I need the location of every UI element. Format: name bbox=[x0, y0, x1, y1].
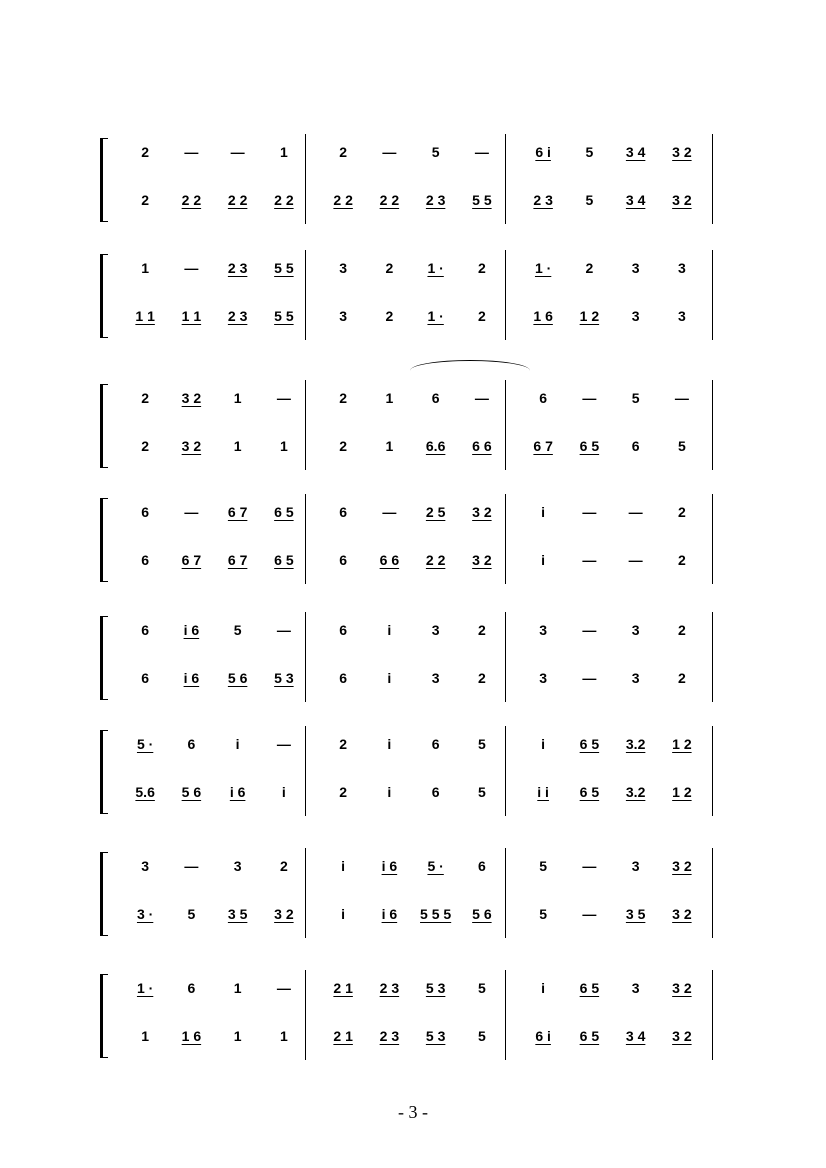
note-beat: 3 bbox=[233, 858, 242, 874]
system-bracket bbox=[100, 498, 108, 582]
note-beat: — bbox=[276, 622, 291, 638]
system-bracket bbox=[100, 138, 108, 222]
note-beat: 6 5 bbox=[579, 980, 600, 996]
system-bracket bbox=[100, 852, 108, 936]
note-beat: 2 bbox=[339, 784, 348, 800]
measure bbox=[520, 856, 705, 880]
note-beat: 2 bbox=[477, 308, 486, 324]
note-beat: 3 bbox=[339, 308, 348, 324]
note-beat: 5 6 bbox=[181, 784, 202, 800]
note-beat: — bbox=[230, 144, 245, 160]
note-beat: i bbox=[341, 906, 346, 922]
note-beat: 2 bbox=[339, 438, 348, 454]
note-beat: 5 6 bbox=[227, 670, 248, 686]
note-beat: 2 bbox=[385, 260, 394, 276]
note-beat: 5 bbox=[477, 1028, 486, 1044]
barline bbox=[712, 612, 713, 702]
note-beat: 3 4 bbox=[625, 1028, 646, 1044]
note-beat: 1 bbox=[279, 144, 288, 160]
measure bbox=[320, 142, 505, 166]
note-beat: 2 bbox=[141, 438, 150, 454]
note-beat: 5 3 bbox=[425, 980, 446, 996]
barline bbox=[712, 250, 713, 340]
measure bbox=[520, 782, 705, 806]
note-beat: 3 4 bbox=[625, 192, 646, 208]
note-beat: 5 bbox=[477, 980, 486, 996]
lower-staff bbox=[122, 436, 712, 460]
upper-staff bbox=[122, 388, 712, 412]
note-beat: — bbox=[474, 144, 489, 160]
note-beat: 6 bbox=[431, 784, 440, 800]
note-beat: 3 bbox=[339, 260, 348, 276]
measure bbox=[122, 734, 307, 758]
measure bbox=[520, 904, 705, 928]
note-beat: 3 2 bbox=[472, 504, 492, 520]
note-beat: i bbox=[541, 736, 546, 752]
note-beat: 5 bbox=[539, 858, 548, 874]
note-beat: 6 bbox=[339, 670, 348, 686]
note-beat: 1 2 bbox=[672, 784, 692, 800]
note-beat: 3 2 bbox=[181, 390, 202, 406]
note-beat: 1 · bbox=[534, 260, 552, 276]
note-beat: 6 bbox=[141, 552, 150, 568]
note-beat: — bbox=[276, 736, 291, 752]
note-beat: 5 bbox=[677, 438, 686, 454]
measure bbox=[122, 142, 307, 166]
note-beat: — bbox=[582, 858, 597, 874]
upper-staff bbox=[122, 142, 712, 166]
note-beat: 5 bbox=[631, 390, 640, 406]
measure bbox=[520, 190, 705, 214]
note-beat: 1 1 bbox=[135, 308, 155, 324]
note-beat: 2 bbox=[477, 260, 486, 276]
note-beat: 3 bbox=[631, 670, 640, 686]
note-beat: 1 2 bbox=[579, 308, 600, 324]
note-beat: — bbox=[184, 260, 199, 276]
note-beat: 5 bbox=[187, 906, 196, 922]
note-beat: 2 bbox=[677, 504, 686, 520]
note-beat: 3 bbox=[539, 622, 548, 638]
measure bbox=[122, 856, 307, 880]
measure bbox=[122, 502, 307, 526]
note-beat: 3.2 bbox=[625, 736, 646, 752]
note-beat: — bbox=[184, 858, 199, 874]
note-beat: 6 6 bbox=[379, 552, 400, 568]
note-beat: 1 bbox=[385, 390, 394, 406]
note-beat: 6 bbox=[141, 670, 150, 686]
measure bbox=[122, 436, 307, 460]
note-beat: 3 2 bbox=[672, 192, 692, 208]
note-beat: 2 3 bbox=[379, 980, 400, 996]
measure bbox=[122, 978, 307, 1002]
system-bracket bbox=[100, 384, 108, 468]
note-beat: 3 2 bbox=[672, 144, 692, 160]
note-beat: 1 bbox=[279, 438, 288, 454]
measure bbox=[122, 668, 307, 692]
note-beat: 6 5 bbox=[579, 1028, 600, 1044]
note-beat: 2 bbox=[279, 858, 288, 874]
note-beat: 2 2 bbox=[425, 552, 446, 568]
note-beat: 5 bbox=[477, 784, 486, 800]
note-beat: i i bbox=[537, 784, 549, 800]
measure bbox=[122, 782, 307, 806]
note-beat: i bbox=[387, 736, 392, 752]
note-beat: 5 bbox=[585, 192, 594, 208]
note-beat: 2 2 bbox=[274, 192, 294, 208]
lower-staff bbox=[122, 306, 712, 330]
note-beat: 5 3 bbox=[274, 670, 294, 686]
note-beat: 3 bbox=[539, 670, 548, 686]
score-system bbox=[100, 138, 720, 228]
note-beat: 6 5 bbox=[579, 736, 600, 752]
note-beat: 1 2 bbox=[672, 736, 692, 752]
score-system bbox=[100, 384, 720, 474]
measure bbox=[320, 620, 505, 644]
note-beat: 3 bbox=[677, 308, 686, 324]
note-beat: i bbox=[387, 784, 392, 800]
page-number: - 3 - bbox=[398, 1102, 428, 1122]
note-beat: — bbox=[674, 390, 689, 406]
note-beat: 6 i bbox=[535, 1028, 551, 1044]
note-beat: 3 2 bbox=[181, 438, 202, 454]
note-beat: 2 3 bbox=[425, 192, 446, 208]
note-beat: 3 5 bbox=[625, 906, 646, 922]
note-beat: 5 bbox=[477, 736, 486, 752]
note-beat: 2 bbox=[385, 308, 394, 324]
note-beat: i bbox=[541, 504, 546, 520]
score-system bbox=[100, 616, 720, 706]
note-beat: i 6 bbox=[381, 858, 398, 874]
note-beat: — bbox=[582, 906, 597, 922]
measure bbox=[320, 668, 505, 692]
measure bbox=[520, 620, 705, 644]
note-beat: 1 bbox=[385, 438, 394, 454]
note-beat: — bbox=[582, 670, 597, 686]
note-beat: 3 2 bbox=[274, 906, 294, 922]
note-beat: i bbox=[341, 858, 346, 874]
note-beat: 6 bbox=[187, 736, 196, 752]
note-beat: 6 5 bbox=[579, 784, 600, 800]
measure bbox=[320, 550, 505, 574]
lower-staff bbox=[122, 190, 712, 214]
note-beat: 2 bbox=[339, 144, 348, 160]
note-beat: 2 bbox=[141, 144, 150, 160]
note-beat: i 6 bbox=[183, 670, 200, 686]
note-beat: 6 6 bbox=[472, 438, 492, 454]
note-beat: 3 bbox=[631, 980, 640, 996]
measure bbox=[520, 550, 705, 574]
measure bbox=[320, 502, 505, 526]
note-beat: 2 bbox=[677, 552, 686, 568]
note-beat: 2 bbox=[141, 192, 150, 208]
note-beat: 1 bbox=[141, 1028, 150, 1044]
lower-staff bbox=[122, 782, 712, 806]
measure bbox=[122, 620, 307, 644]
note-beat: 2 bbox=[141, 390, 150, 406]
note-beat: 3 bbox=[141, 858, 150, 874]
note-beat: 2 bbox=[339, 736, 348, 752]
note-beat: 6 bbox=[477, 858, 486, 874]
note-beat: i 6 bbox=[229, 784, 246, 800]
note-beat: 5 bbox=[233, 622, 242, 638]
upper-staff bbox=[122, 502, 712, 526]
note-beat: 1 bbox=[141, 260, 150, 276]
system-bracket bbox=[100, 974, 108, 1058]
note-beat: 2 3 bbox=[533, 192, 553, 208]
note-beat: 6 bbox=[339, 622, 348, 638]
measure bbox=[122, 190, 307, 214]
note-beat: 3 bbox=[631, 260, 640, 276]
note-beat: 6 bbox=[339, 504, 348, 520]
note-beat: — bbox=[382, 144, 397, 160]
score-system bbox=[100, 254, 720, 344]
measure bbox=[320, 856, 505, 880]
note-beat: 1 bbox=[233, 390, 242, 406]
note-beat: 3 · bbox=[136, 906, 154, 922]
note-beat: 6.6 bbox=[425, 438, 446, 454]
measure bbox=[520, 668, 705, 692]
note-beat: 5 · bbox=[427, 858, 444, 874]
note-beat: 2 bbox=[677, 670, 686, 686]
barline bbox=[712, 494, 713, 584]
note-beat: 5 3 bbox=[425, 1028, 446, 1044]
note-beat: 3 bbox=[631, 858, 640, 874]
note-beat: 5 5 bbox=[472, 192, 492, 208]
note-beat: 2 2 bbox=[333, 192, 353, 208]
note-beat: — bbox=[474, 390, 489, 406]
barline bbox=[712, 848, 713, 938]
note-beat: 3 2 bbox=[472, 552, 492, 568]
measure bbox=[520, 734, 705, 758]
measure bbox=[320, 734, 505, 758]
measure bbox=[520, 978, 705, 1002]
upper-staff bbox=[122, 258, 712, 282]
note-beat: 3 2 bbox=[672, 980, 692, 996]
measure bbox=[122, 904, 307, 928]
note-beat: 1 · bbox=[427, 260, 444, 276]
note-beat: 5 bbox=[431, 144, 440, 160]
note-beat: 6 bbox=[187, 980, 196, 996]
note-beat: 6 bbox=[631, 438, 640, 454]
system-bracket bbox=[100, 730, 108, 814]
note-beat: 6 7 bbox=[533, 438, 553, 454]
note-beat: 6 bbox=[141, 504, 150, 520]
note-beat: — bbox=[628, 552, 643, 568]
measure bbox=[320, 388, 505, 412]
lower-staff bbox=[122, 1026, 712, 1050]
note-beat: 6 bbox=[431, 736, 440, 752]
note-beat: 5 5 5 bbox=[420, 906, 452, 922]
measure bbox=[122, 1026, 307, 1050]
measure bbox=[520, 258, 705, 282]
note-beat: 5 6 bbox=[472, 906, 492, 922]
note-beat: 6 5 bbox=[579, 438, 600, 454]
note-beat: i bbox=[235, 736, 240, 752]
note-beat: 2 bbox=[477, 622, 486, 638]
measure bbox=[320, 258, 505, 282]
note-beat: i bbox=[387, 670, 392, 686]
measure bbox=[320, 782, 505, 806]
note-beat: 5 bbox=[539, 906, 548, 922]
note-beat: 1 6 bbox=[533, 308, 553, 324]
note-beat: i 6 bbox=[183, 622, 200, 638]
note-beat: 3 5 bbox=[227, 906, 248, 922]
measure bbox=[320, 904, 505, 928]
measure bbox=[320, 436, 505, 460]
measure bbox=[520, 142, 705, 166]
note-beat: i bbox=[387, 622, 392, 638]
lower-staff bbox=[122, 904, 712, 928]
note-beat: 6 5 bbox=[274, 504, 294, 520]
note-beat: 2 2 bbox=[181, 192, 202, 208]
measure bbox=[520, 1026, 705, 1050]
note-beat: — bbox=[276, 980, 291, 996]
note-beat: 2 5 bbox=[425, 504, 446, 520]
upper-staff bbox=[122, 620, 712, 644]
note-beat: 2 bbox=[677, 622, 686, 638]
note-beat: 2 bbox=[585, 260, 594, 276]
system-bracket bbox=[100, 616, 108, 700]
note-beat: 5.6 bbox=[135, 784, 155, 800]
note-beat: 1 bbox=[279, 1028, 288, 1044]
score-system bbox=[100, 730, 720, 820]
barline bbox=[712, 970, 713, 1060]
measure bbox=[520, 436, 705, 460]
note-beat: 6 bbox=[141, 622, 150, 638]
note-beat: 3 bbox=[431, 670, 440, 686]
score-system bbox=[100, 852, 720, 942]
note-beat: 3 bbox=[431, 622, 440, 638]
note-beat: i bbox=[281, 784, 286, 800]
score-system bbox=[100, 974, 720, 1064]
note-beat: — bbox=[184, 144, 199, 160]
note-beat: 5 5 bbox=[274, 260, 294, 276]
note-beat: 5 · bbox=[136, 736, 154, 752]
note-beat: 5 bbox=[585, 144, 594, 160]
note-beat: 2 1 bbox=[333, 980, 353, 996]
note-beat: — bbox=[582, 622, 597, 638]
note-beat: 3.2 bbox=[625, 784, 646, 800]
measure bbox=[320, 306, 505, 330]
barline bbox=[712, 380, 713, 470]
note-beat: — bbox=[184, 504, 199, 520]
lower-staff bbox=[122, 550, 712, 574]
note-beat: 2 1 bbox=[333, 1028, 353, 1044]
upper-staff bbox=[122, 978, 712, 1002]
note-beat: 2 2 bbox=[379, 192, 400, 208]
measure bbox=[320, 1026, 505, 1050]
note-beat: — bbox=[582, 552, 597, 568]
note-beat: 2 bbox=[477, 670, 486, 686]
measure bbox=[320, 190, 505, 214]
note-beat: 2 3 bbox=[227, 260, 248, 276]
note-beat: 2 3 bbox=[379, 1028, 400, 1044]
note-beat: 3 bbox=[631, 308, 640, 324]
note-beat: 1 · bbox=[136, 980, 154, 996]
note-beat: i bbox=[541, 980, 546, 996]
note-beat: 2 2 bbox=[227, 192, 248, 208]
note-beat: i 6 bbox=[381, 906, 398, 922]
note-beat: 3 bbox=[677, 260, 686, 276]
note-beat: 5 5 bbox=[274, 308, 294, 324]
measure bbox=[122, 258, 307, 282]
note-beat: 1 bbox=[233, 980, 242, 996]
note-beat: 2 3 bbox=[227, 308, 248, 324]
measure bbox=[320, 978, 505, 1002]
barline bbox=[712, 134, 713, 224]
upper-staff bbox=[122, 856, 712, 880]
note-beat: 6 7 bbox=[181, 552, 202, 568]
upper-staff bbox=[122, 734, 712, 758]
measure bbox=[122, 388, 307, 412]
system-bracket bbox=[100, 254, 108, 338]
note-beat: 6 bbox=[539, 390, 548, 406]
note-beat: 6 5 bbox=[274, 552, 294, 568]
note-beat: 1 6 bbox=[181, 1028, 202, 1044]
note-beat: — bbox=[582, 390, 597, 406]
measure bbox=[520, 502, 705, 526]
note-beat: — bbox=[276, 390, 291, 406]
note-beat: 1 1 bbox=[181, 308, 202, 324]
measure bbox=[520, 388, 705, 412]
note-beat: — bbox=[382, 504, 397, 520]
note-beat: — bbox=[582, 504, 597, 520]
note-beat: 6 bbox=[339, 552, 348, 568]
note-beat: 3 2 bbox=[672, 1028, 692, 1044]
note-beat: 3 2 bbox=[672, 906, 692, 922]
note-beat: 3 2 bbox=[672, 858, 692, 874]
note-beat: 6 7 bbox=[227, 504, 248, 520]
lower-staff bbox=[122, 668, 712, 692]
measure bbox=[122, 550, 307, 574]
measure bbox=[122, 306, 307, 330]
note-beat: 2 bbox=[339, 390, 348, 406]
barline bbox=[712, 726, 713, 816]
note-beat: 3 bbox=[631, 622, 640, 638]
slur-mark bbox=[410, 360, 530, 381]
note-beat: 6 bbox=[431, 390, 440, 406]
note-beat: i bbox=[541, 552, 546, 568]
note-beat: — bbox=[628, 504, 643, 520]
note-beat: 1 bbox=[233, 1028, 242, 1044]
note-beat: 1 bbox=[233, 438, 242, 454]
note-beat: 1 · bbox=[427, 308, 444, 324]
measure bbox=[520, 306, 705, 330]
note-beat: 6 7 bbox=[227, 552, 248, 568]
score-system bbox=[100, 498, 720, 588]
note-beat: 3 4 bbox=[625, 144, 646, 160]
note-beat: 6 i bbox=[535, 144, 551, 160]
